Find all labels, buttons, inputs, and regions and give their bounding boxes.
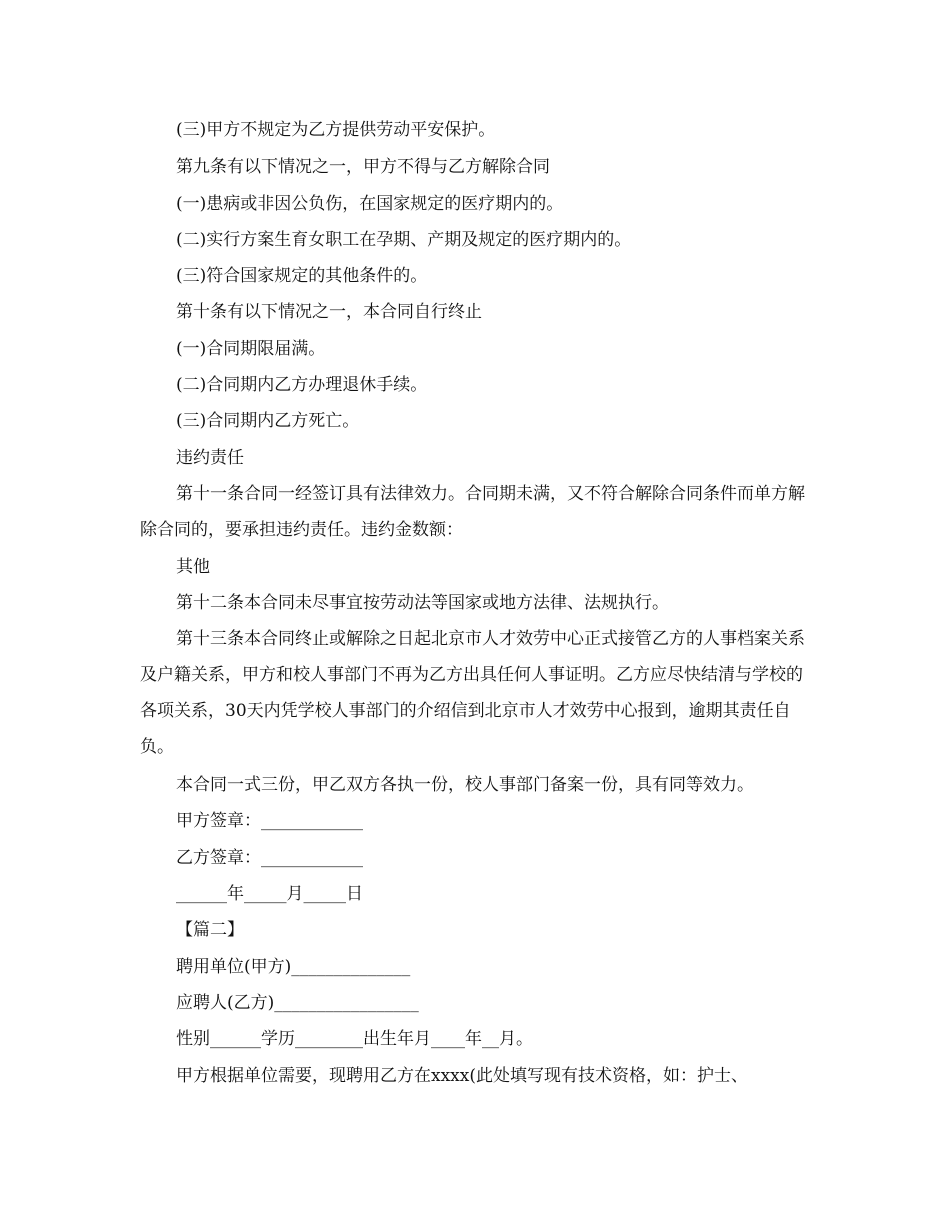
clause-text: (三)合同期内乙方死亡。 bbox=[176, 411, 360, 431]
employment-paragraph: 甲方根据单位需要，现聘用乙方在xxxx(此处填写现有技术资格，如：护士、 bbox=[176, 1066, 748, 1086]
section-heading-breach: 违约责任 bbox=[176, 448, 244, 468]
clause-text: (三)符合国家规定的其他条件的。 bbox=[176, 266, 428, 286]
signature-date: ______年_____月_____日 bbox=[176, 884, 363, 904]
employee-field: 应聘人(乙方)_________________ bbox=[176, 993, 419, 1013]
part-two-heading: 【篇二】 bbox=[176, 920, 244, 940]
article-11-paragraph: 第十一条合同一经签订具有法律效力。合同期未满，又不符合解除合同条件而单方解除合同的，要承担违约责任。违约金数额： bbox=[140, 484, 805, 540]
article-12-paragraph: 第十二条本合同未尽事宜按劳动法等国家或地方法律、法规执行。 bbox=[176, 593, 669, 613]
copies-paragraph: 本合同一式三份，甲乙双方各执一份，校人事部门备案一份，具有同等效力。 bbox=[176, 775, 754, 795]
employee-details-field: 性别______学历________出生年月____年__月。 bbox=[176, 1029, 533, 1049]
clause-text: (一)患病或非因公负伤，在国家规定的医疗期内的。 bbox=[176, 194, 564, 214]
section-heading-other: 其他 bbox=[176, 557, 210, 577]
clause-text: (一)合同期限届满。 bbox=[176, 339, 326, 359]
article-13-paragraph: 第十三条本合同终止或解除之日起北京市人才效劳中心正式接管乙方的人事档案关系及户籍关系，甲方和校人事部门不再为乙方出具任何人事证明。乙方应尽快结清与学校的各项关系，30天内凭学校人事部门的介绍信到北京市人才效劳中心报到，逾期其责任自负。 bbox=[140, 629, 805, 757]
employer-field: 聘用单位(甲方)______________ bbox=[176, 957, 411, 977]
clause-text: (三)甲方不规定为乙方提供劳动平安保护。 bbox=[176, 120, 496, 140]
article-9-heading: 第九条有以下情况之一，甲方不得与乙方解除合同 bbox=[176, 157, 550, 177]
party-b-signature: 乙方签章：____________ bbox=[176, 848, 363, 868]
article-10-heading: 第十条有以下情况之一，本合同自行终止 bbox=[176, 302, 482, 322]
party-a-signature: 甲方签章：____________ bbox=[176, 811, 363, 831]
clause-text: (二)实行方案生育女职工在孕期、产期及规定的医疗期内的。 bbox=[176, 230, 632, 250]
clause-text: (二)合同期内乙方办理退休手续。 bbox=[176, 375, 428, 395]
